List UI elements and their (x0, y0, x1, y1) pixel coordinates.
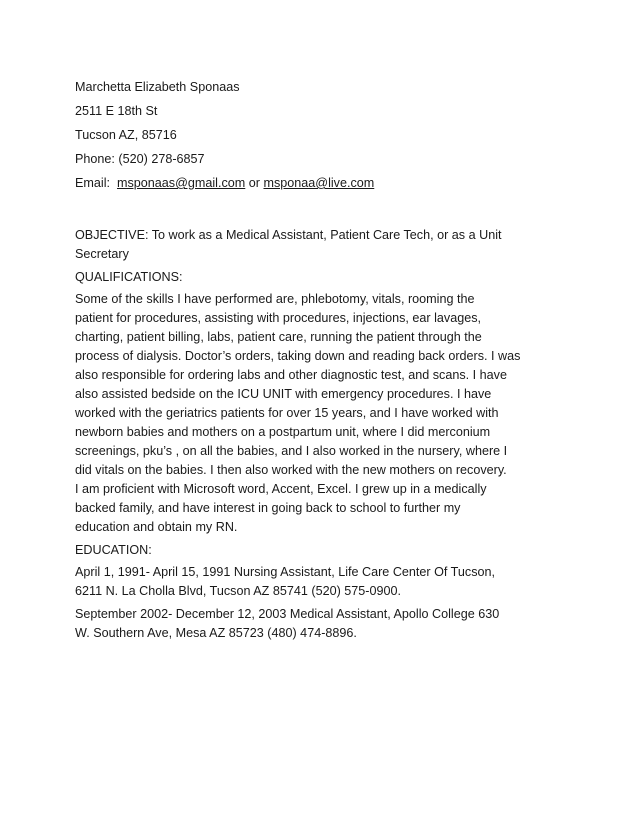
education-line: W. Southern Ave, Mesa AZ 85723 (480) 474-8896. (75, 626, 357, 640)
education-line: April 1, 1991- April 15, 1991 Nursing Assistant, Life Care Center Of Tucson, (75, 565, 496, 579)
education-line: September 2002- December 12, 2003 Medical Assistant, Apollo College 630 (75, 607, 500, 621)
qualifications-line: process of dialysis. Doctor’s orders, taking down and reading back orders. I was (75, 349, 521, 363)
education-entry (75, 563, 545, 601)
email-link-live[interactable]: msponaa@live.com (263, 176, 375, 190)
email-link-gmail[interactable]: msponaas@gmail.com (117, 176, 246, 190)
education-line: 6211 N. La Cholla Blvd, Tucson AZ 85741 (520) 575-0900. (75, 584, 402, 598)
education-entry (75, 605, 545, 643)
qualifications-line: patient for procedures, assisting with procedures, injections, ear lavages, (75, 311, 482, 325)
qualifications-line: I am proficient with Microsoft word, Accent, Excel. I grew up in a medically (75, 482, 487, 496)
qualifications-section (75, 290, 545, 537)
applicant-name: Marchetta Elizabeth Sponaas (75, 80, 240, 94)
qualifications-line: screenings, pku’s , on all the babies, and I also worked in the nursery, where I (75, 444, 508, 458)
objective-section (75, 226, 545, 264)
email-separator: or (245, 176, 264, 190)
resume-page (75, 78, 575, 647)
qualifications-line: newborn babies and mothers on a postpartum unit, where I did merconium (75, 425, 491, 439)
email-label: Email: (75, 176, 117, 190)
qualifications-heading: QUALIFICATIONS: (75, 270, 183, 284)
qualifications-line: worked with the geriatrics patients for over 15 years, and I have worked with (75, 406, 499, 420)
qualifications-line: Some of the skills I have performed are, phlebotomy, vitals, rooming the (75, 292, 475, 306)
objective-line: Secretary (75, 247, 129, 261)
city-state-zip: Tucson AZ, 85716 (75, 128, 177, 142)
qualifications-line: charting, patient billing, labs, patient care, running the patient through the (75, 330, 482, 344)
qualifications-line: backed family, and have interest in going back to school to further my (75, 501, 461, 515)
qualifications-line: did vitals on the babies. I then also worked with the new mothers on recovery. (75, 463, 507, 477)
qualifications-line: also responsible for ordering labs and other diagnostic test, and scans. I have (75, 368, 507, 382)
qualifications-line: also assisted bedside on the ICU UNIT with emergency procedures. I have (75, 387, 492, 401)
phone-number: Phone: (520) 278-6857 (75, 152, 205, 166)
qualifications-line: education and obtain my RN. (75, 520, 238, 534)
street-address: 2511 E 18th St (75, 104, 158, 118)
email-line (75, 174, 575, 193)
contact-block (75, 78, 575, 193)
objective-line: OBJECTIVE: To work as a Medical Assistant, Patient Care Tech, or as a Unit (75, 228, 502, 242)
education-heading: EDUCATION: (75, 543, 152, 557)
